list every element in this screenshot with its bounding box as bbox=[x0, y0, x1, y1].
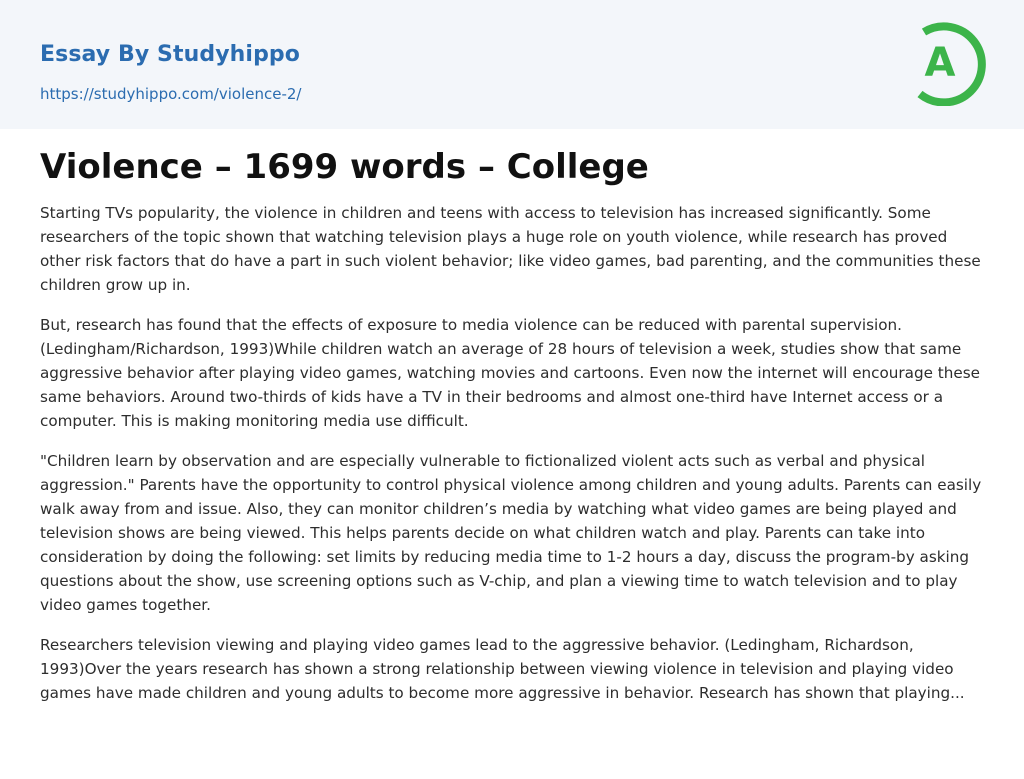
site-header bbox=[0, 0, 1024, 129]
logo-ring-icon bbox=[906, 18, 990, 106]
essay-title: Violence – 1699 words – College bbox=[40, 147, 649, 187]
essay-content bbox=[40, 145, 985, 721]
essay-paragraph-1: Starting TVs popularity, the violence in children and teens with access to television has increased significantly. Some researchers of the topic shown that watching television plays a huge role on youth violence, while research has proved other risk factors that do have a part in such violent behavior; like video games, bad parenting, and the communities these children grow up in. bbox=[40, 204, 981, 294]
studyhippo-logo[interactable] bbox=[906, 18, 990, 106]
brand-title[interactable]: Essay By Studyhippo bbox=[40, 42, 300, 67]
logo-letter: A bbox=[924, 40, 956, 86]
essay-paragraph-4: Researchers television viewing and playing video games lead to the aggressive behavior. (Ledingham, Richardson, 1993)Over the years research has shown a strong relationship between viewing violence in television and playing video games have made children and young adults to become more aggressive in behavior. Research has shown that playing... bbox=[40, 636, 965, 702]
essay-paragraph-2: But, research has found that the effects of exposure to media violence can be reduced with parental supervision. (Ledingham/Richardson, 1993)While children watch an average of 28 hours of television a week, studies show that same aggressive behavior after playing video games, watching movies and cartoons. Even now the internet will encourage these same behaviors. Around two-thirds of kids have a TV in their bedrooms and almost one-third have Internet access or a computer. This is making monitoring media use difficult. bbox=[40, 316, 980, 430]
essay-paragraph-3: "Children learn by observation and are especially vulnerable to fictionalized violent acts such as verbal and physical aggression." Parents have the opportunity to control physical violence among children and young adults. Parents can easily walk away from and issue. Also, they can monitor children’s media by watching what video games are being played and television shows are being viewed. This helps parents decide on what children watch and play. Parents can take into consideration by doing the following: set limits by reducing media time to 1-2 hours a day, discuss the program-by asking questions about the show, use screening options such as V-chip, and plan a viewing time to watch television and to play video games together. bbox=[40, 452, 982, 614]
source-url-link[interactable]: https://studyhippo.com/violence-2/ bbox=[40, 85, 302, 103]
